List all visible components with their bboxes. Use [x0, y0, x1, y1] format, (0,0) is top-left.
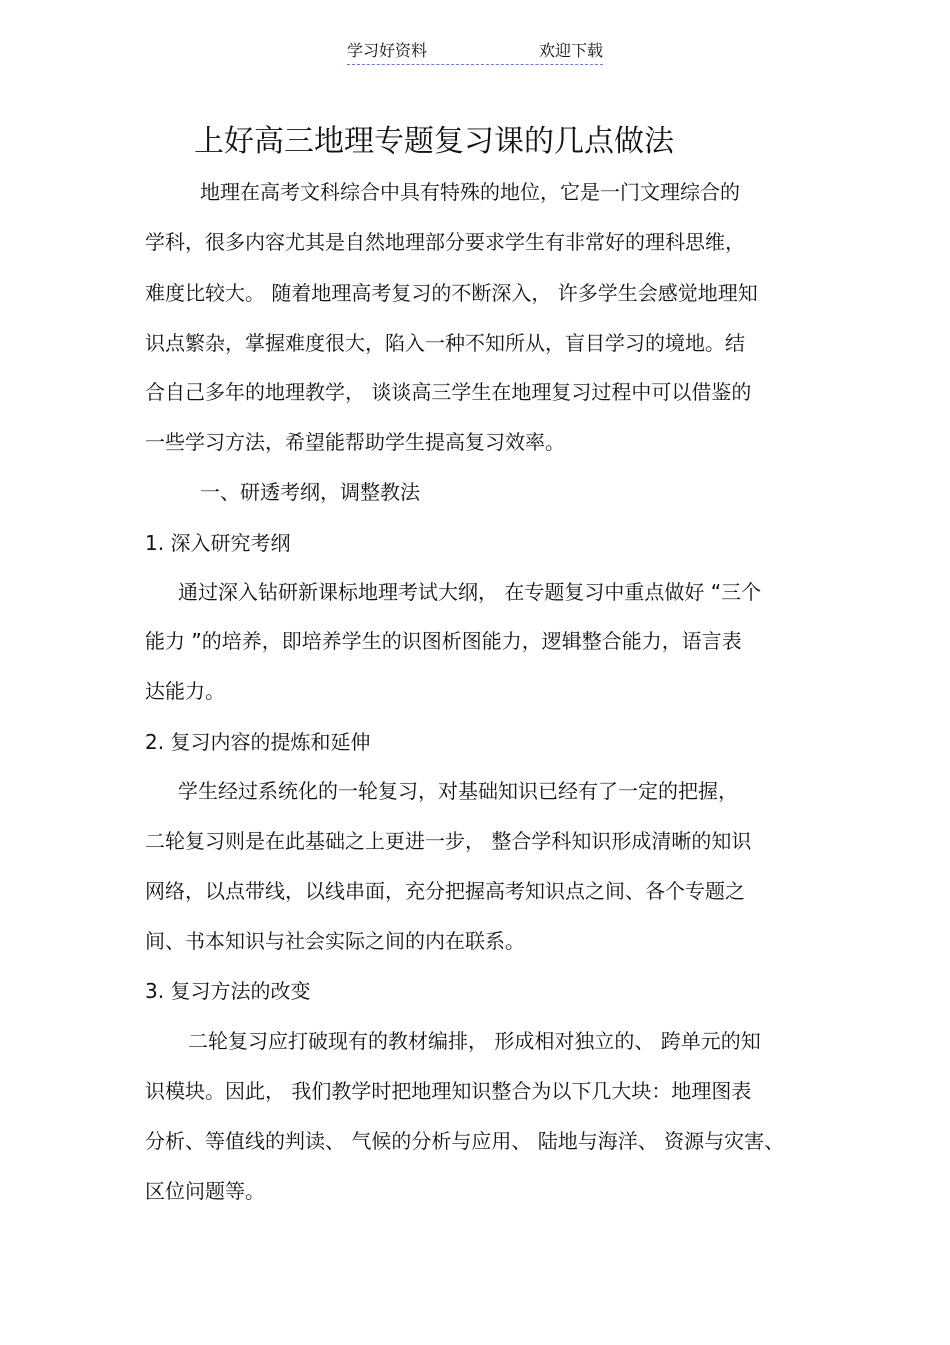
subsection-heading: 1. 深入研究考纲: [145, 531, 291, 555]
paragraph-line: 难度比较大。 随着地理高考复习的不断深入， 许多学生会感觉地理知: [145, 281, 758, 305]
header-left-text: 学习好资料: [347, 41, 428, 60]
paragraph-line: 能力 ”的培养，即培养学生的识图析图能力，逻辑整合能力，语言表: [145, 629, 742, 653]
subsection-heading: 3. 复习方法的改变: [145, 979, 311, 1003]
paragraph-line: 一些学习方法，希望能帮助学生提高复习效率。: [145, 430, 565, 454]
paragraph-line: 二轮复习应打破现有的教材编排， 形成相对独立的、 跨单元的知: [188, 1029, 761, 1053]
paragraph-line: 合自己多年的地理教学， 谈谈高三学生在地理复习过程中可以借鉴的: [145, 380, 752, 404]
paragraph-line: 间、书本知识与社会实际之间的内在联系。: [145, 929, 525, 953]
paragraph-line: 分析、等值线的判读、 气候的分析与应用、 陆地与海洋、 资源与灾害、: [145, 1129, 785, 1153]
document-title: 上好高三地理专题复习课的几点做法: [194, 124, 674, 159]
paragraph-line: 学生经过系统化的一轮复习，对基础知识已经有了一定的把握，: [178, 779, 738, 803]
paragraph-line: 识点繁杂，掌握难度很大，陷入一种不知所从，盲目学习的境地。结: [145, 331, 745, 355]
section-heading: 一、研透考纲，调整教法: [200, 480, 420, 504]
subsection-heading: 2. 复习内容的提炼和延伸: [145, 730, 371, 754]
paragraph-line: 二轮复习则是在此基础之上更进一步， 整合学科知识形成清晰的知识: [145, 829, 752, 853]
header-right-text: 欢迎下载: [538, 41, 603, 60]
paragraph-line: 网络，以点带线，以线串面，充分把握高考知识点之间、各个专题之: [145, 879, 745, 903]
paragraph-line: 通过深入钻研新课标地理考试大纲， 在专题复习中重点做好 “三个: [178, 580, 762, 604]
paragraph-line: 识模块。因此， 我们教学时把地理知识整合为以下几大块：地理图表: [145, 1079, 752, 1103]
paragraph-line: 地理在高考文科综合中具有特殊的地位，它是一门文理综合的: [200, 180, 740, 204]
page-header: [347, 40, 603, 65]
paragraph-line: 学科，很多内容尤其是自然地理部分要求学生有非常好的理科思维，: [145, 230, 745, 254]
paragraph-line: 达能力。: [145, 679, 225, 703]
paragraph-line: 区位问题等。: [145, 1179, 265, 1203]
